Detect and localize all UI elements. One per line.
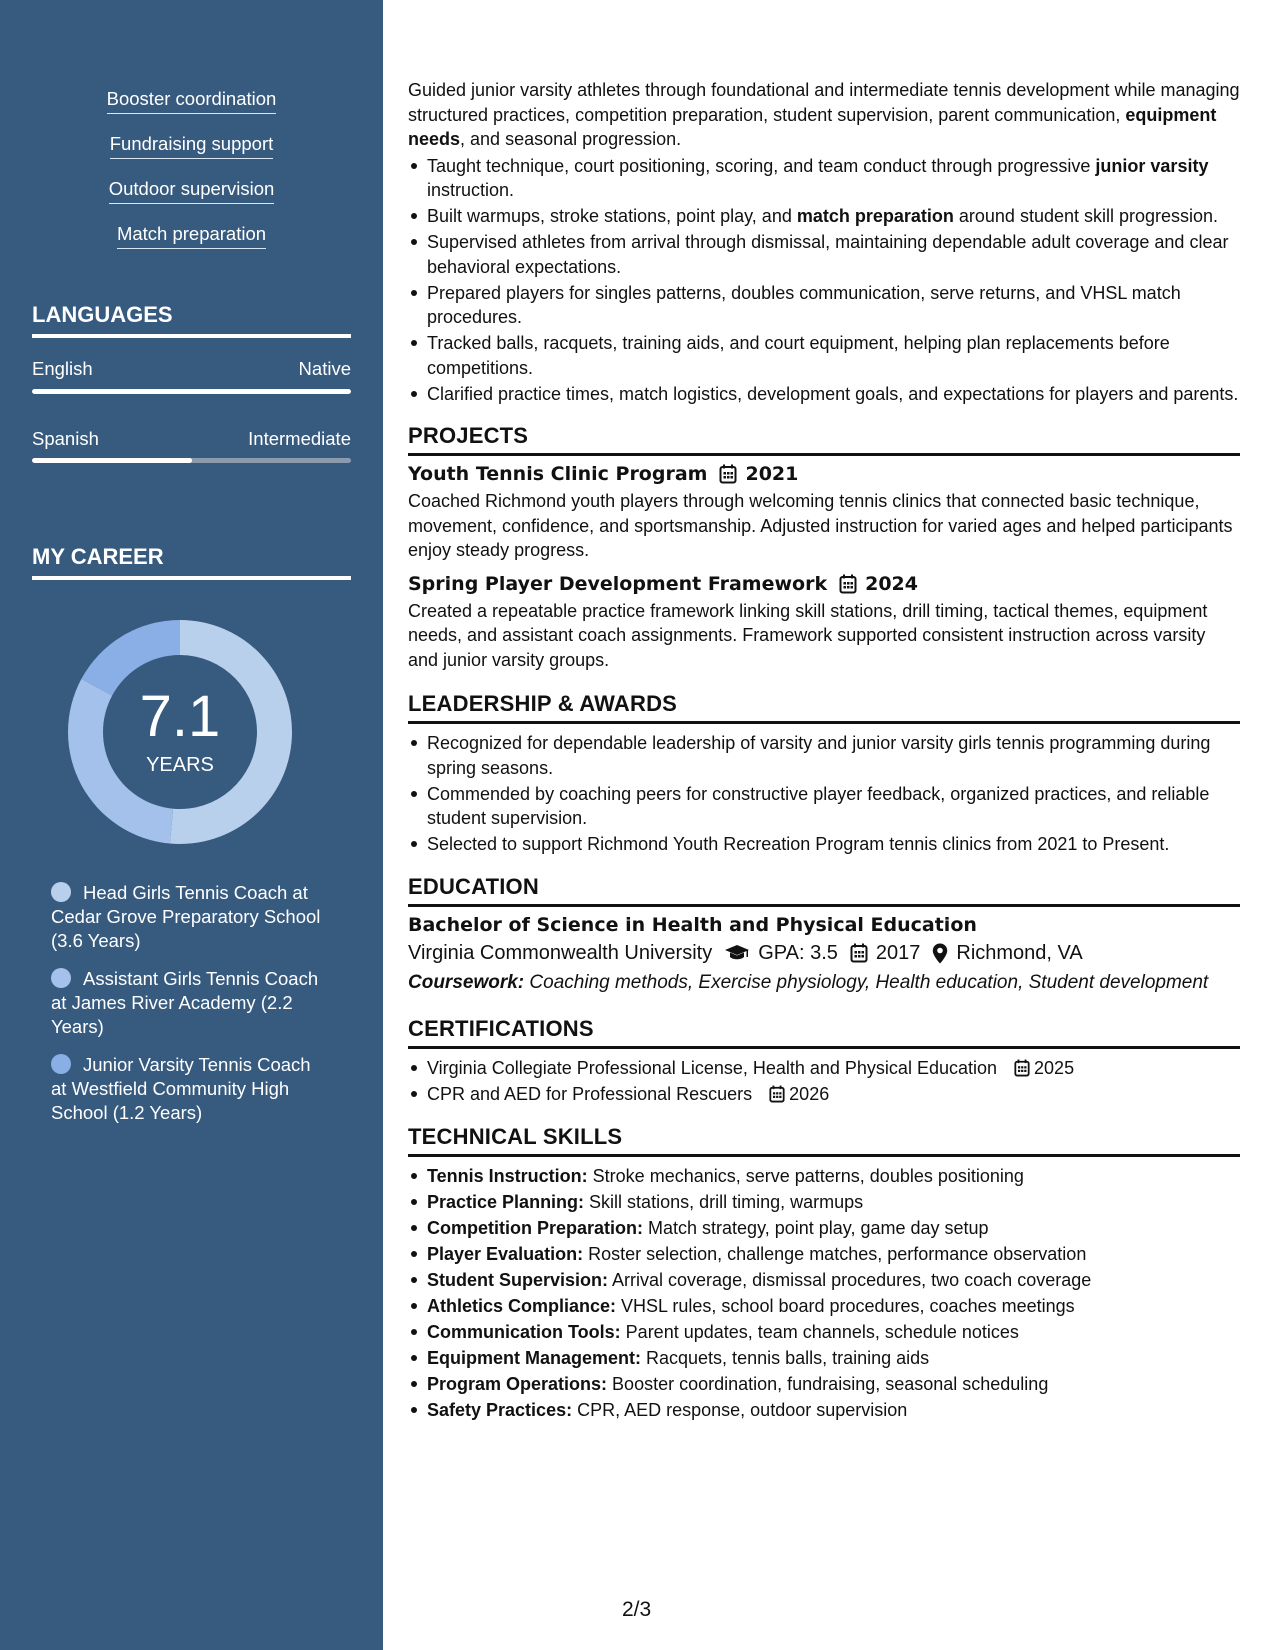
projects-heading: PROJECTS	[408, 423, 1240, 456]
experience-bullet: Clarified practice times, match logistics, development goals, and expectations for players and parents.	[408, 382, 1240, 407]
languages-heading: LANGUAGES	[32, 302, 351, 338]
career-item: Junior Varsity Tennis Coach at Westfield Community High School (1.2 Years)	[51, 1054, 311, 1123]
main-content	[408, 78, 1240, 1424]
career-item: Assistant Girls Tennis Coach at James River Academy (2.2 Years)	[51, 968, 319, 1037]
leadership-item: Selected to support Richmond Youth Recreation Program tennis clinics from 2021 to Present.	[408, 832, 1240, 857]
leadership-item: Commended by coaching peers for constructive player feedback, organized practices, and reliable student supervision.	[408, 782, 1240, 831]
experience-bullets	[408, 154, 1240, 407]
language-level: Native	[298, 358, 351, 379]
experience-bullet: Supervised athletes from arrival through dismissal, maintaining dependable adult coverage and clear behavioral expectations.	[408, 230, 1240, 279]
technical-skill-item: Safety Practices: CPR, AED response, outdoor supervision	[408, 1398, 1240, 1423]
experience-summary: Guided junior varsity athletes through foundational and intermediate tennis development while managing structured practices, competition preparation, student supervision, parent communication, equipment needs, and seasonal progression.	[408, 80, 1240, 149]
location-pin-icon	[932, 943, 948, 964]
certifications-list	[408, 1056, 1240, 1107]
education-heading: EDUCATION	[408, 874, 1240, 907]
technical-skill-item: Program Operations: Booster coordination, fundraising, seasonal scheduling	[408, 1372, 1240, 1397]
technical-skill-item: Practice Planning: Skill stations, drill timing, warmups	[408, 1190, 1240, 1215]
education-meta	[408, 942, 1240, 965]
certifications-heading: CERTIFICATIONS	[408, 1016, 1240, 1049]
certification-item: CPR and AED for Professional Rescuers 2026	[408, 1082, 1240, 1107]
gpa: GPA: 3.5	[758, 941, 838, 964]
calendar-icon	[769, 1085, 785, 1103]
calendar-icon	[1014, 1059, 1030, 1077]
project-description: Created a repeatable practice framework linking skill stations, drill timing, tactical themes, equipment needs, and assistant coach assignments. Framework supported consistent instruction across varsity and junior varsity groups.	[408, 600, 1208, 670]
project-title: Spring Player Development Framework	[408, 572, 828, 595]
leadership-list	[408, 731, 1240, 857]
technical-skill-item: Athletics Compliance: VHSL rules, school board procedures, coaches meetings	[408, 1294, 1240, 1319]
technical-skill-item: Tennis Instruction: Stroke mechanics, serve patterns, doubles positioning	[408, 1164, 1240, 1189]
skill-tag: Outdoor supervision	[0, 178, 383, 204]
project-description: Coached Richmond youth players through welcoming tennis clinics that connected basic technique, movement, confidence, and sportsmanship. Adjusted instruction for varied ages and helped participants enjoy steady progress.	[408, 491, 1233, 560]
language-row	[32, 428, 351, 450]
technical-skill-item: Player Evaluation: Roster selection, challenge matches, performance observation	[408, 1242, 1240, 1267]
technical-skills-heading: TECHNICAL SKILLS	[408, 1124, 1240, 1157]
language-bar-fill	[32, 389, 351, 394]
language-bar	[32, 389, 351, 394]
legend-dot	[51, 968, 71, 988]
calendar-icon	[839, 574, 857, 594]
project	[408, 573, 1240, 673]
career-years-label: YEARS	[146, 754, 214, 776]
project	[408, 463, 1240, 563]
career-item: Head Girls Tennis Coach at Cedar Grove Preparatory School (3.6 Years)	[51, 882, 321, 951]
technical-skill-item: Equipment Management: Racquets, tennis balls, training aids	[408, 1346, 1240, 1371]
career-total-years: 7.1	[139, 684, 221, 749]
legend-dot	[51, 882, 71, 902]
coursework: Coursework: Coaching methods, Exercise physiology, Health education, Student development	[408, 971, 1209, 993]
skill-tag: Booster coordination	[0, 88, 383, 114]
technical-skill-item: Student Supervision: Arrival coverage, dismissal procedures, two coach coverage	[408, 1268, 1240, 1293]
skill-tag: Match preparation	[0, 223, 383, 249]
sidebar	[0, 0, 383, 1650]
career-heading: MY CAREER	[32, 544, 351, 580]
experience-bullet: Prepared players for singles patterns, doubles communication, serve returns, and VHSL match procedures.	[408, 281, 1240, 330]
experience-bullet: Built warmups, stroke stations, point play, and match preparation around student skill progression.	[408, 204, 1240, 229]
technical-skill-item: Communication Tools: Parent updates, team channels, schedule notices	[408, 1320, 1240, 1345]
experience-bullet: Tracked balls, racquets, training aids, and court equipment, helping plan replacements before competitions.	[408, 331, 1240, 380]
certification-item: Virginia Collegiate Professional License, Health and Physical Education 2025	[408, 1056, 1240, 1081]
language-name: Spanish	[32, 428, 99, 449]
project-year: 2024	[865, 572, 918, 595]
technical-skills-list	[408, 1164, 1240, 1423]
language-name: English	[32, 358, 93, 379]
language-bar	[32, 458, 351, 463]
skill-tag: Fundraising support	[0, 133, 383, 159]
technical-skill-item: Competition Preparation: Match strategy, point play, game day setup	[408, 1216, 1240, 1241]
legend-dot	[51, 1054, 71, 1074]
calendar-icon	[719, 464, 737, 484]
location: Richmond, VA	[956, 941, 1083, 964]
experience-bullet: Taught technique, court positioning, scoring, and team conduct through progressive junior varsity instruction.	[408, 154, 1240, 203]
degree-title: Bachelor of Science in Health and Physical Education	[408, 913, 977, 936]
graduation-cap-icon	[724, 944, 750, 962]
project-title: Youth Tennis Clinic Program	[408, 463, 708, 485]
language-row	[32, 358, 351, 380]
project-year: 2021	[745, 463, 799, 485]
school-name: Virginia Commonwealth University	[408, 941, 713, 964]
leadership-heading: LEADERSHIP & AWARDS	[408, 691, 1240, 724]
leadership-item: Recognized for dependable leadership of varsity and junior varsity girls tennis programming during spring seasons.	[408, 731, 1240, 780]
calendar-icon	[850, 943, 868, 963]
language-level: Intermediate	[248, 428, 351, 449]
language-bar-fill	[32, 458, 192, 463]
graduation-year: 2017	[875, 941, 921, 964]
